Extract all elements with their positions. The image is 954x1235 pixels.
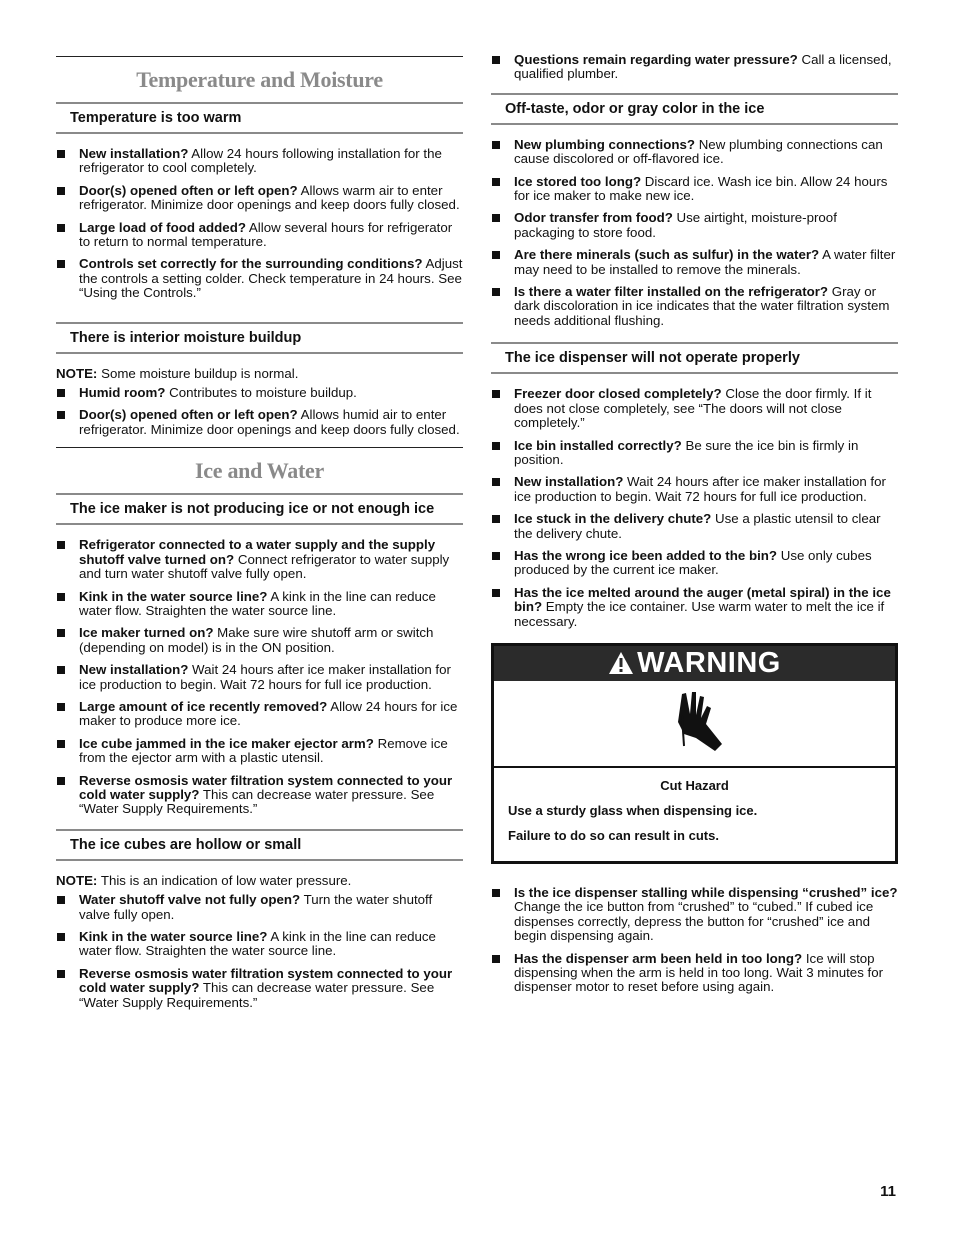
item-text: Be sure the ice bin is firmly in position.	[514, 437, 859, 467]
item-lead: Kink in the water source line?	[79, 929, 268, 944]
item-lead: Water shutoff valve not fully open?	[79, 892, 301, 908]
square-bullet-icon	[492, 552, 500, 560]
square-bullet-icon	[57, 740, 65, 748]
moisture-heading: There is interior moisture buildup	[56, 322, 463, 354]
not-producing-list	[56, 538, 463, 817]
temperature-moisture-title: Temperature and Moisture	[136, 67, 383, 92]
list-item	[56, 408, 463, 437]
item-lead: Refrigerator connected to a water supply and the supply shutoff valve turned on?	[79, 537, 436, 567]
item-lead: Reverse osmosis water filtration system connected to your cold water supply?	[79, 965, 453, 996]
list-item	[56, 774, 463, 817]
item-lead: Has the dispenser arm been held in too long?	[514, 950, 803, 966]
stalling-list	[491, 886, 898, 995]
list-item	[491, 586, 898, 629]
square-bullet-icon	[57, 411, 65, 419]
list-item	[56, 626, 463, 655]
item-lead: Odor transfer from food?	[514, 210, 673, 226]
temp-too-warm-heading: Temperature is too warm	[56, 102, 463, 134]
square-bullet-icon	[57, 224, 65, 232]
square-bullet-icon	[57, 389, 65, 397]
item-text: Connect refrigerator to water supply and turn water shutoff valve fully open.	[79, 551, 450, 582]
hollow-heading: The ice cubes are hollow or small	[56, 829, 463, 861]
item-text: Turn the water shutoff valve fully open.	[79, 892, 433, 922]
item-text: Call a licensed, qualified plumber.	[514, 52, 892, 82]
item-lead: New installation?	[514, 474, 624, 490]
list-item	[491, 387, 898, 430]
list-item	[56, 221, 463, 250]
item-lead: Is the ice dispenser stalling while dispensing “crushed” ice?	[514, 884, 898, 900]
warning-icon-area	[494, 681, 895, 768]
list-item	[56, 184, 463, 213]
warning-triangle-icon	[608, 651, 634, 675]
item-text: Allow several hours for refrigerator to return to normal temperature.	[79, 219, 453, 250]
list-item	[56, 386, 463, 400]
page-number: 11	[880, 1183, 896, 1200]
item-lead: Ice stored too long?	[514, 173, 642, 189]
item-text: This can decrease water pressure. See “Water Supply Requirements.”	[79, 786, 435, 817]
list-item	[491, 439, 898, 468]
list-item	[491, 952, 898, 995]
item-text: Allow 24 hours for ice maker to produce more ice.	[79, 698, 458, 729]
item-text: This can decrease water pressure. See “Water Supply Requirements.”	[79, 980, 435, 1010]
square-bullet-icon	[57, 666, 65, 674]
list-item	[56, 257, 463, 300]
list-item	[56, 538, 463, 581]
square-bullet-icon	[57, 970, 65, 978]
square-bullet-icon	[492, 478, 500, 486]
water-pressure-list	[491, 53, 898, 82]
item-lead: New installation?	[79, 146, 189, 161]
item-text: Adjust the controls a setting colder. Check temperature in 24 hours. See “Using the Controls.”	[79, 256, 463, 301]
list-item	[56, 700, 463, 729]
moisture-note: NOTE: Some moisture buildup is normal.	[56, 365, 299, 381]
temperature-section	[56, 56, 463, 102]
item-lead: Door(s) opened often or left open?	[79, 407, 298, 423]
square-bullet-icon	[492, 515, 500, 523]
list-item	[56, 590, 463, 619]
square-bullet-icon	[57, 187, 65, 195]
off-taste-heading: Off-taste, odor or gray color in the ice	[491, 93, 898, 125]
item-text: Ice will stop dispensing when the arm is held in too long. Wait 3 minutes for dispenser motor to reset before using again.	[514, 950, 884, 995]
list-item	[491, 211, 898, 240]
item-lead: Are there minerals (such as sulfur) in the water?	[514, 247, 820, 263]
hollow-note: NOTE: This is an indication of low water pressure.	[56, 872, 352, 888]
item-text: Use only cubes produced by the current ice maker.	[514, 547, 872, 578]
square-bullet-icon	[57, 933, 65, 941]
list-item	[491, 248, 898, 277]
cut-hand-icon	[660, 688, 730, 758]
list-item	[56, 147, 463, 176]
dispenser-heading: The ice dispenser will not operate properly	[491, 342, 898, 374]
square-bullet-icon	[57, 593, 65, 601]
warning-line-2: Failure to do so can result in cuts.	[508, 827, 719, 843]
item-text: Use a plastic utensil to clear the delivery chute.	[514, 511, 881, 541]
square-bullet-icon	[492, 214, 500, 222]
square-bullet-icon	[57, 777, 65, 785]
square-bullet-icon	[57, 150, 65, 158]
item-lead: Ice bin installed correctly?	[514, 437, 682, 453]
item-lead: Ice maker turned on?	[79, 625, 214, 641]
list-item	[491, 886, 898, 944]
item-lead: Door(s) opened often or left open?	[79, 182, 298, 198]
item-lead: Controls set correctly for the surrounding conditions?	[79, 256, 423, 272]
item-lead: New installation?	[79, 662, 189, 678]
item-text: New plumbing connections can cause discolored or off-flavored ice.	[514, 136, 883, 167]
square-bullet-icon	[492, 288, 500, 296]
item-text: Change the ice button from “crushed” to “cubed.” If cubed ice dispenses correctly, depress the button for “crushed” ice and begin dispensing again.	[514, 899, 874, 944]
item-lead: Large load of food added?	[79, 219, 246, 235]
ice-water-title: Ice and Water	[195, 458, 324, 484]
item-text: A kink in the line can reduce water flow. Straighten the water source line.	[79, 588, 436, 618]
item-text: Allows warm air to enter refrigerator. Minimize door openings and keep doors fully closed.	[79, 182, 460, 213]
warning-title: WARNING	[637, 646, 781, 679]
ice-water-section	[56, 447, 463, 493]
item-lead: Questions remain regarding water pressure?	[514, 52, 798, 67]
item-text: Discard ice. Wash ice bin. Allow 24 hours for ice maker to make new ice.	[514, 173, 888, 204]
list-item	[491, 475, 898, 504]
item-lead: Freezer door closed completely?	[514, 386, 722, 402]
list-item	[491, 175, 898, 204]
item-lead: Has the wrong ice been added to the bin?	[514, 547, 778, 563]
square-bullet-icon	[492, 442, 500, 450]
item-lead: Kink in the water source line?	[79, 588, 268, 604]
square-bullet-icon	[57, 541, 65, 549]
square-bullet-icon	[492, 889, 500, 897]
square-bullet-icon	[492, 955, 500, 963]
list-item	[491, 512, 898, 541]
square-bullet-icon	[492, 589, 500, 597]
item-lead: Ice cube jammed in the ice maker ejector arm?	[79, 735, 374, 751]
list-item	[56, 893, 463, 922]
list-item	[56, 663, 463, 692]
item-lead: Large amount of ice recently removed?	[79, 698, 328, 714]
item-text: Remove ice from the ejector arm with a plastic utensil.	[79, 735, 448, 766]
off-taste-list	[491, 138, 898, 328]
square-bullet-icon	[492, 390, 500, 398]
list-item	[491, 285, 898, 328]
warning-header	[494, 646, 895, 681]
item-lead: Ice stuck in the delivery chute?	[514, 511, 712, 527]
item-text: Close the door firmly. If it does not close completely, see “The doors will not close completely.”	[514, 386, 872, 431]
warning-box	[491, 643, 898, 864]
moisture-list	[56, 386, 463, 437]
item-lead: Reverse osmosis water filtration system connected to your cold water supply?	[79, 772, 453, 802]
item-lead: Is there a water filter installed on the refrigerator?	[514, 284, 829, 300]
square-bullet-icon	[492, 56, 500, 64]
square-bullet-icon	[57, 703, 65, 711]
item-text: Wait 24 hours after ice maker installation for ice production to begin. Wait 72 hours for full ice production.	[79, 662, 451, 692]
item-text: Gray or dark discoloration in ice indicates that the water filtration system needs additional flushing.	[514, 284, 890, 328]
item-text: Allows humid air to enter refrigerator. Minimize door openings and keep doors fully closed.	[79, 407, 460, 437]
item-text: Allow 24 hours following installation for the refrigerator to cool completely.	[79, 146, 442, 176]
list-item	[491, 53, 898, 82]
warning-hazard: Cut Hazard	[660, 777, 729, 793]
square-bullet-icon	[57, 260, 65, 268]
item-text: Make sure wire shutoff arm or switch (depending on model) is in the ON position.	[79, 625, 434, 655]
list-item	[491, 549, 898, 578]
dispenser-list	[491, 387, 898, 629]
square-bullet-icon	[57, 629, 65, 637]
not-producing-heading: The ice maker is not producing ice or not enough ice	[56, 493, 463, 525]
list-item	[56, 930, 463, 959]
left-column	[56, 0, 463, 1018]
list-item	[56, 737, 463, 766]
square-bullet-icon	[57, 896, 65, 904]
item-text: A water filter may need to be installed to remove the minerals.	[514, 247, 896, 277]
square-bullet-icon	[492, 178, 500, 186]
warning-line-1: Use a sturdy glass when dispensing ice.	[508, 802, 758, 818]
list-item	[491, 138, 898, 167]
list-item	[56, 967, 463, 1010]
item-lead: Humid room?	[79, 385, 166, 401]
item-text: A kink in the line can reduce water flow. Straighten the water source line.	[79, 929, 436, 959]
item-lead: Has the ice melted around the auger (metal spiral) in the ice bin?	[514, 584, 891, 615]
item-text: Contributes to moisture buildup.	[165, 385, 357, 401]
temp-too-warm-list	[56, 147, 463, 301]
right-column	[491, 0, 898, 1003]
item-text: Use airtight, moisture-proof packaging to store food.	[514, 210, 837, 240]
square-bullet-icon	[492, 251, 500, 259]
hollow-list	[56, 893, 463, 1010]
item-text: Wait 24 hours after ice maker installation for ice production to begin. Wait 72 hours for full ice production.	[514, 474, 886, 504]
item-text: Empty the ice container. Use warm water to melt the ice if necessary.	[514, 599, 885, 629]
warning-body	[494, 768, 895, 861]
item-lead: New plumbing connections?	[514, 136, 695, 152]
square-bullet-icon	[492, 141, 500, 149]
